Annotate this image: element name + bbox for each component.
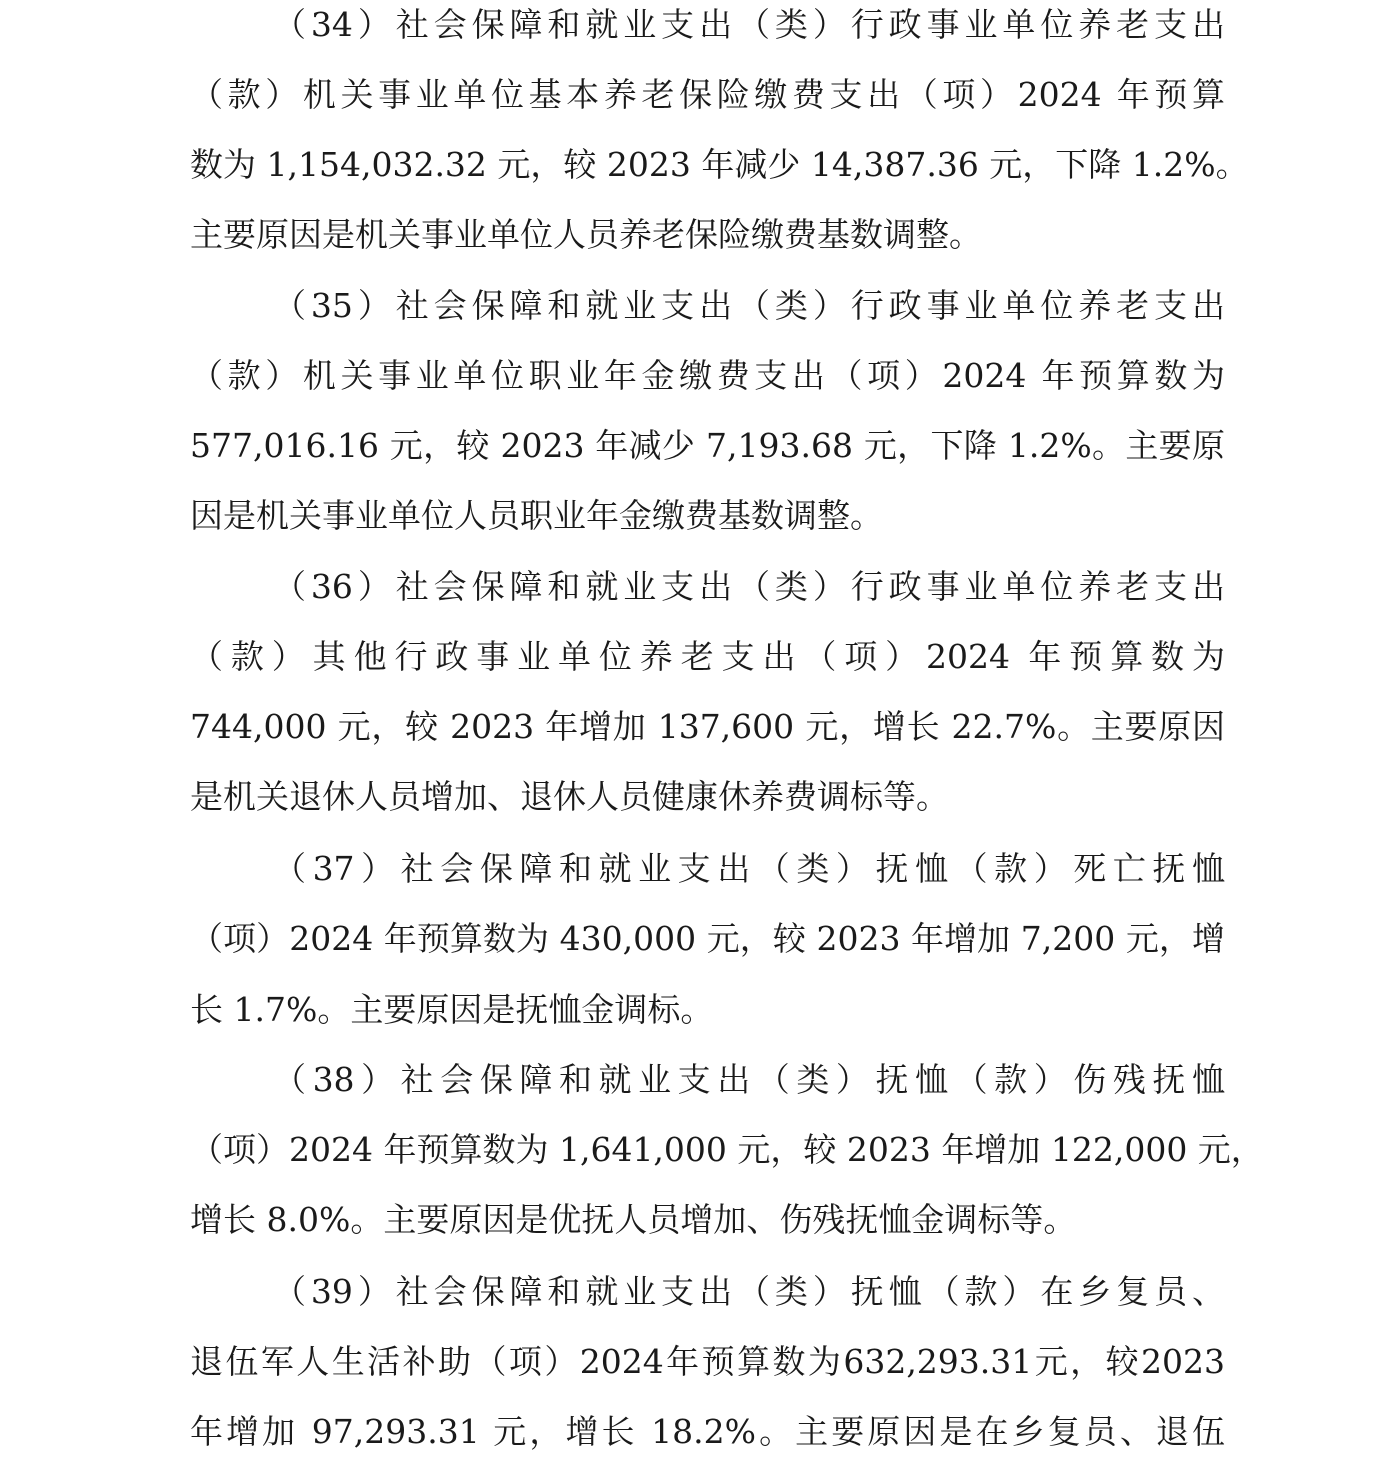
- paragraph-35-line-1: （35）社会保障和就业支出（类）行政事业单位养老支出: [273, 286, 1225, 325]
- paragraph-35-line-3: 577,016.16 元，较 2023 年减少 7,193.68 元，下降 1.2%。主要原: [190, 426, 1225, 465]
- paragraph-38-line-2: （项）2024 年预算数为 1,641,000 元，较 2023 年增加 122,000 元，: [190, 1130, 1264, 1169]
- paragraph-37-line-3: 长 1.7%。主要原因是抚恤金调标。: [190, 990, 714, 1029]
- paragraph-38-line-1: （38）社会保障和就业支出（类）抚恤（款）伤残抚恤: [273, 1060, 1225, 1099]
- paragraph-34-line-4: 主要原因是机关事业单位人员养老保险缴费基数调整。: [190, 215, 982, 254]
- paragraph-36-line-2: （款）其他行政事业单位养老支出（项）2024 年预算数为: [190, 637, 1225, 676]
- paragraph-39-line-2: 退伍军人生活补助（项）2024年预算数为632,293.31元，较2023: [190, 1342, 1225, 1381]
- paragraph-35-line-2: （款）机关事业单位职业年金缴费支出（项）2024 年预算数为: [190, 356, 1225, 395]
- paragraph-34-line-2: （款）机关事业单位基本养老保险缴费支出（项）2024 年预算: [190, 75, 1225, 114]
- paragraph-34-line-3: 数为 1,154,032.32 元，较 2023 年减少 14,387.36 元，下降 1.2%。: [190, 145, 1249, 184]
- paragraph-36-line-3: 744,000 元，较 2023 年增加 137,600 元，增长 22.7%。主要原因: [190, 707, 1225, 746]
- paragraph-38-line-3: 增长 8.0%。主要原因是优抚人员增加、伤残抚恤金调标等。: [190, 1200, 1077, 1239]
- paragraph-36-line-1: （36）社会保障和就业支出（类）行政事业单位养老支出: [273, 567, 1225, 606]
- paragraph-34-line-1: （34）社会保障和就业支出（类）行政事业单位养老支出: [273, 5, 1225, 44]
- paragraph-39-line-1: （39）社会保障和就业支出（类）抚恤（款）在乡复员、: [273, 1272, 1225, 1311]
- paragraph-35-line-4: 因是机关事业单位人员职业年金缴费基数调整。: [190, 496, 883, 535]
- paragraph-37-line-2: （项）2024 年预算数为 430,000 元，较 2023 年增加 7,200 元，增: [190, 919, 1225, 958]
- paragraph-39-line-3: 年增加 97,293.31 元，增长 18.2%。主要原因是在乡复员、退伍: [190, 1412, 1225, 1451]
- paragraph-36-line-4: 是机关退休人员增加、退休人员健康休养费调标等。: [190, 777, 949, 816]
- paragraph-37-line-1: （37）社会保障和就业支出（类）抚恤（款）死亡抚恤: [273, 849, 1225, 888]
